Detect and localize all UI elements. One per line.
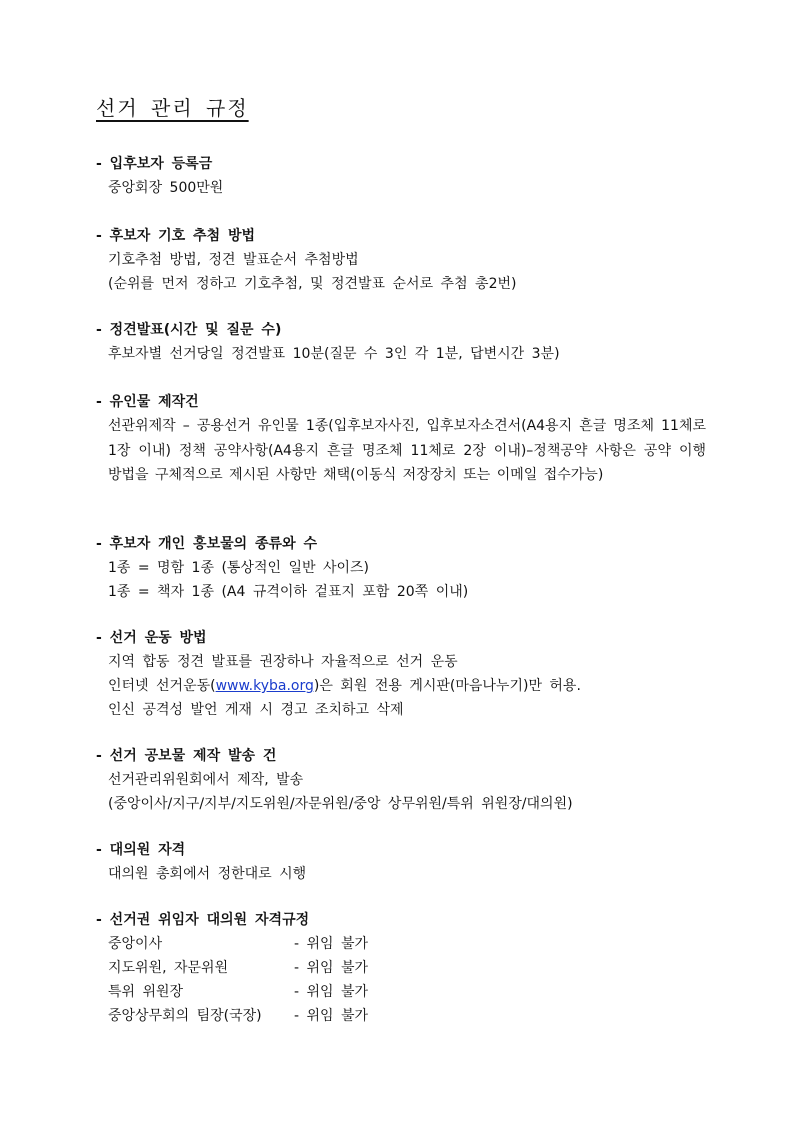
proxy-role: 중앙이사 (108, 936, 163, 952)
section-heading: - 후보자 개인 홍보물의 종류와 수 (96, 536, 317, 552)
section-campaign-method (96, 626, 706, 722)
section-heading: - 후보자 기호 추첨 방법 (96, 228, 256, 244)
proxy-rule: - 위임 불가 (294, 1008, 369, 1024)
section-line: 지역 합동 정견 발표를 권장하나 자율적으로 선거 운동 (108, 654, 458, 670)
website-link[interactable]: www.kyba.org (215, 678, 314, 694)
proxy-rule-row (96, 980, 706, 1004)
proxy-rule: - 위임 불가 (294, 960, 369, 976)
proxy-rule: - 위임 불가 (294, 984, 369, 1000)
section-paragraph: 선관위제작 – 공용선거 유인물 1종(입후보자사진, 입후보자소견서(A4용지 흔글 명조체 11체로 1장 이내) 정책 공약사항(A4용지 흔글 명조체 11체로 2장 이내)–정책공약 사항은 공약 이행 방법을 구체적으로 제시된 사항만 채택(이동식 저장장치 또는 이메일 접수가능) (108, 418, 706, 483)
link-prefix: 인터넷 선거운동( (108, 678, 216, 694)
proxy-rule: - 위임 불가 (294, 936, 369, 952)
proxy-role: 지도위원, 자문위원 (108, 960, 229, 976)
section-heading: - 정견발표(시간 및 질문 수) (96, 322, 282, 338)
section-line: (중앙이사/지구/지부/지도위원/자문위원/중앙 상무위원/특위 위원장/대의원) (108, 796, 573, 812)
section-line: 선거관리위원회에서 제작, 발송 (108, 772, 304, 788)
section-heading: - 선거 공보물 제작 발송 건 (96, 748, 277, 764)
section-heading: - 선거 운동 방법 (96, 630, 207, 646)
section-line: 후보자별 선거당일 정견발표 10분(질문 수 3인 각 1분, 답변시간 3분) (108, 346, 560, 362)
section-heading: - 선거권 위임자 대의원 자격규정 (96, 912, 310, 928)
section-line: 중앙회장 500만원 (108, 180, 224, 196)
section-registration-fee (96, 152, 706, 200)
section-line: (순위를 먼저 정하고 기호추첨, 및 정견발표 순서로 추첨 총2번) (108, 276, 517, 292)
section-line: 대의원 총회에서 정한대로 시행 (108, 866, 307, 882)
section-proxy-rules (96, 908, 706, 1028)
proxy-role: 중앙상무회의 팀장(국장) (108, 1008, 262, 1024)
section-line: 1종 = 명함 1종 (통상적인 일반 사이즈) (108, 560, 369, 576)
section-personal-promo (96, 532, 706, 604)
section-delegate-qualification (96, 838, 706, 886)
section-ballot-number-draw (96, 224, 706, 296)
section-line: 인신 공격성 발언 게재 시 경고 조치하고 삭제 (108, 702, 404, 718)
section-heading: - 대의원 자격 (96, 842, 186, 858)
section-line: 1종 = 책자 1종 (A4 규격이하 겉표지 포함 20쪽 이내) (108, 584, 469, 600)
section-line: 기호추첨 방법, 정견 발표순서 추첨방법 (108, 252, 359, 268)
section-heading: - 유인물 제작건 (96, 394, 199, 410)
section-printed-materials (96, 390, 706, 488)
section-heading: - 입후보자 등록금 (96, 156, 213, 172)
page-title: 선거 관리 규정 (96, 96, 249, 120)
link-suffix: )은 회원 전용 게시판(마음나누기)만 허용. (313, 678, 581, 694)
proxy-rule-row (96, 956, 706, 980)
section-campaign-bulletin (96, 744, 706, 816)
section-policy-speech (96, 318, 706, 366)
proxy-rule-row (96, 932, 706, 956)
proxy-rule-row (96, 1004, 706, 1028)
section-line-with-link (96, 674, 706, 698)
proxy-role: 특위 위원장 (108, 984, 184, 1000)
